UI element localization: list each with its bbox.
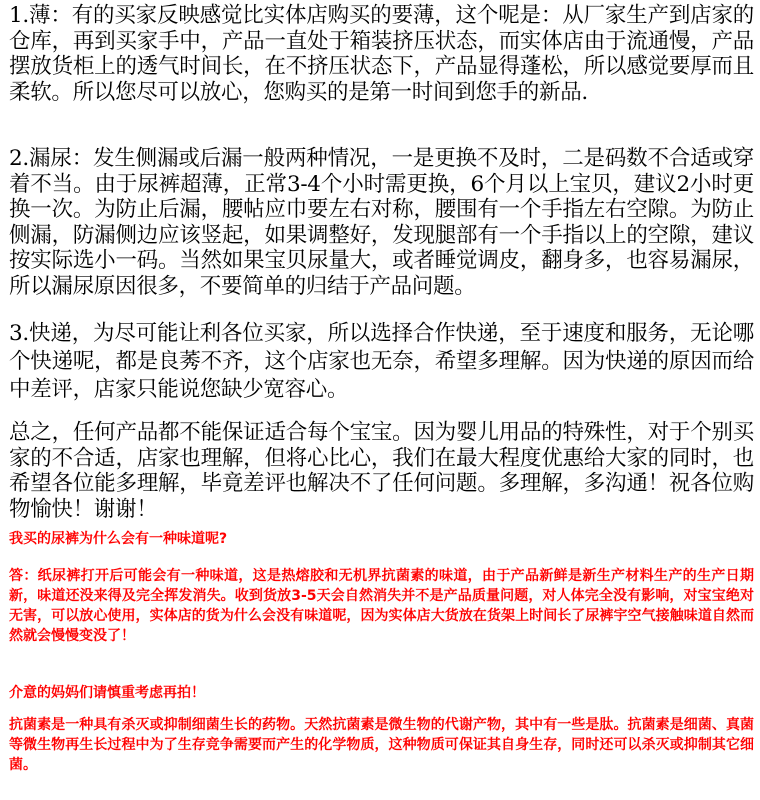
leakage-paragraph: 2.漏尿：发生侧漏或后漏一般两种情况，一是更换不及时，二是码数不合适或穿着不当。由于尿裤超薄，正常3-4个小时需更换，6个月以上宝贝，建议2小时更换一次。为防止后漏，腰帖应巾要左右对称，腰围有一个手指左右空隙。为防止侧漏，防漏侧边应该竖起，如果调整好，发现腿部有一个手指以上的空隙，建议按实际选小一码。当然如果宝贝尿量大，或者睡觉调皮，翻身多，也容易漏尿，所以漏尿原因很多，不要简单的归结于产品问题。 [9,146,754,299]
thinness-paragraph: 1.薄：有的买家反映感觉比实体店购买的要薄，这个呢是：从厂家生产到店家的仓库，再到买家手中，产品一直处于箱装挤压状态，而实体店由于流通慢，产品摆放货柜上的透气时间长，在不挤压状态下，产品显得蓬松，所以感觉要厚而且柔软。所以您尽可以放心，您购买的是第一时间到您手的新品. [9,3,754,105]
antibiotic-definition: 抗菌素是一种具有杀灭或抑制细菌生长的药物。天然抗菌素是微生物的代谢产物，其中有一些是肽。抗菌素是细菌、真菌等微生物再生长过程中为了生存竞争需要而产生的化学物质，这种物质可保证其自身生存，同时还可以杀灭或抑制其它细菌。 [9,717,754,773]
delivery-paragraph: 3.快递，为尽可能让利各位买家，所以选择合作快递，至于速度和服务，无论哪个快递呢，都是良莠不齐，这个店家也无奈，希望多理解。因为快递的原因而给中差评，店家只能说您缺少宽容心。 [9,321,754,402]
caution-notice: 介意的妈妈们请慎重考虑再拍！ [9,685,205,701]
smell-answer: 答：纸尿裤打开后可能会有一种味道，这是热熔胶和无机界抗菌素的味道，由于产品新鲜是新生产材料生产的生产日期新，味道还没来得及完全挥发消失。收到货放3-5天会自然消失并不是产品质量问题，对人体完全没有影响，对宝宝绝对无害，可以放心使用，实体店的货为什么会没有味道呢，因为实体店大货放在货架上时间长了尿裤宇空气接触味道自然而然就会慢慢变没了！ [9,568,754,644]
summary-paragraph: 总之，任何产品都不能保证适合每个宝宝。因为婴儿用品的特殊性，对于个别买家的不合适，店家也理解，但将心比心，我们在最大程度优惠给大家的同时，也希望各位能多理解，毕竟差评也解决不了任何问题。多理解，多沟通！祝各位购物愉快！谢谢！ [9,420,754,522]
smell-question: 我买的尿裤为什么会有一种味道呢? [9,531,228,547]
